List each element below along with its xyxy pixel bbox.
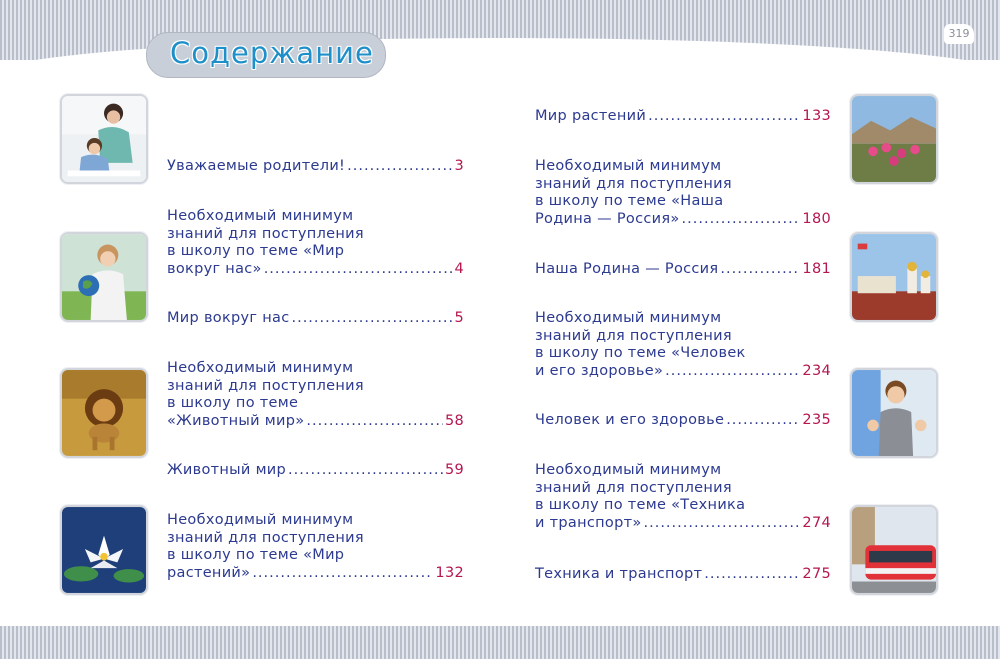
toc-leader-dots (726, 412, 800, 430)
toc-entry-text: знаний для поступления (535, 479, 732, 496)
toc-entry-text: Необходимый минимум (535, 462, 722, 478)
toc-entry-text: знаний для поступления (167, 377, 364, 394)
toc-page-number: 274 (802, 514, 831, 531)
bottom-stripes-decoration (0, 626, 1000, 659)
toc-entry-text: Мир вокруг нас (167, 310, 290, 326)
toc-entry-text: Животный мир (167, 462, 287, 478)
toc-entry-text: Уважаемые родители! (167, 158, 346, 174)
toc-entry-text: Родина — Россия» (535, 210, 680, 227)
toc-entry[interactable] (535, 261, 831, 279)
toc-entry[interactable] (535, 158, 831, 228)
toc-leader-dots (306, 413, 443, 431)
toc-entry-text: знаний для поступления (535, 327, 732, 344)
toc-leader-dots (291, 310, 452, 328)
toc-page-number: 275 (802, 566, 831, 582)
toc-entry-text: и его здоровье» (535, 362, 664, 379)
toc-entry[interactable] (167, 512, 464, 582)
toc-leader-dots (665, 363, 800, 381)
toc-page-number: 180 (802, 210, 831, 227)
boy-with-globe-icon (60, 232, 148, 322)
toc-entry-text: вокруг нас» (167, 260, 262, 277)
toc-leader-dots (347, 158, 452, 176)
toc-entry-text: Необходимый минимум (167, 208, 354, 224)
toc-entry-text: Необходимый минимум (167, 360, 354, 376)
toc-entry[interactable] (535, 566, 831, 584)
toc-entry[interactable] (167, 462, 464, 480)
water-lily-icon (60, 505, 148, 595)
toc-entry-text: «Животный мир» (167, 412, 305, 429)
toc-entry[interactable] (535, 108, 831, 126)
kremlin-icon (850, 232, 938, 322)
toc-entry[interactable] (167, 360, 464, 430)
toc-entry-text: Человек и его здоровье (535, 412, 725, 428)
lion-icon (60, 368, 148, 458)
toc-leader-dots (252, 565, 433, 583)
toc-leader-dots (648, 108, 800, 126)
toc-entry-text: в школу по теме (167, 395, 299, 411)
toc-page-number: 132 (435, 564, 464, 581)
toc-entry[interactable] (167, 158, 464, 176)
toc-entry-text: и транспорт» (535, 514, 642, 531)
toc-entry-text: знаний для поступления (535, 175, 732, 192)
toc-leader-dots (644, 515, 801, 533)
toc-page-number: 234 (802, 362, 831, 379)
toc-entry[interactable] (535, 310, 831, 380)
toc-entry-text: Необходимый минимум (535, 310, 722, 326)
toc-entry-text: Необходимый минимум (167, 512, 354, 528)
toc-entry-text: в школу по теме «Техника (535, 497, 746, 513)
toc-page-number: 181 (802, 261, 831, 277)
page-number: 319 (944, 24, 974, 44)
toc-page-number: 58 (444, 412, 464, 429)
toc-entry-text: знаний для поступления (167, 225, 364, 242)
mother-helping-child-icon (60, 94, 148, 184)
toc-entry[interactable] (167, 310, 464, 328)
tram-icon (850, 505, 938, 595)
toc-page-number: 3 (454, 158, 464, 174)
cactus-flowers-icon (850, 94, 938, 184)
toc-entry-text: в школу по теме «Мир (167, 243, 345, 259)
toc-leader-dots (682, 211, 801, 229)
toc-entry[interactable] (167, 208, 464, 278)
page-title: Содержание (170, 36, 374, 70)
toc-entry-text: в школу по теме «Наша (535, 193, 724, 209)
toc-page-number: 235 (802, 412, 831, 428)
toc-entry[interactable] (535, 462, 831, 532)
toc-leader-dots (288, 462, 443, 480)
toc-page-number: 59 (444, 462, 464, 478)
toc-entry-text: растений» (167, 564, 251, 581)
toc-entry-text: в школу по теме «Мир (167, 547, 345, 563)
toc-page-number: 4 (454, 260, 464, 277)
toc-entry-text: знаний для поступления (167, 529, 364, 546)
toc-entry-text: Наша Родина — Россия (535, 261, 719, 277)
toc-leader-dots (720, 261, 800, 279)
toc-entry-text: Техника и транспорт (535, 566, 703, 582)
toc-entry-text: Мир растений (535, 108, 647, 124)
toc-entry-text: в школу по теме «Человек (535, 345, 746, 361)
toc-page-number: 5 (454, 310, 464, 326)
toc-leader-dots (704, 566, 800, 584)
toc-leader-dots (264, 261, 453, 279)
smiling-boy-icon (850, 368, 938, 458)
toc-entry-text: Необходимый минимум (535, 158, 722, 174)
toc-page-number: 133 (802, 108, 831, 124)
toc-entry[interactable] (535, 412, 831, 430)
